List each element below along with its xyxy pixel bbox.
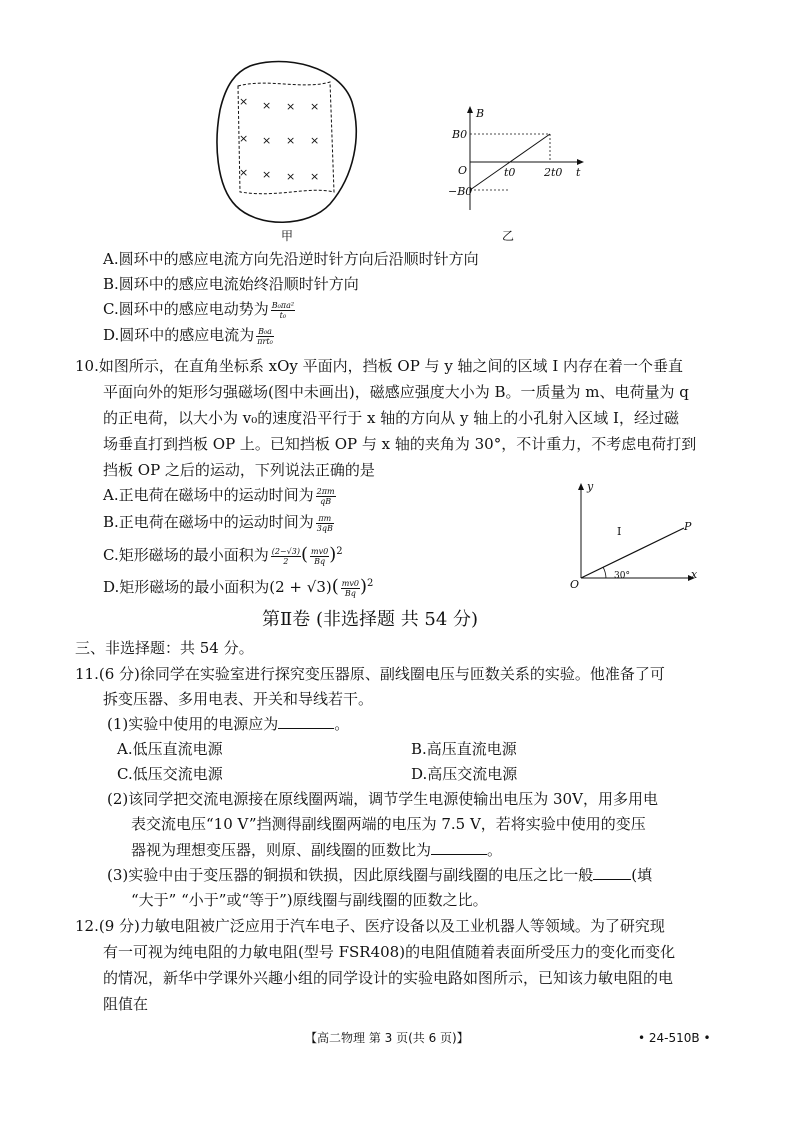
q12-line-3: 的情况，新华中学课外兴趣小组的同学设计的实验电路如图所示，已知该力敏电阻的电 bbox=[103, 969, 674, 987]
figure-yi bbox=[448, 104, 588, 216]
q11-line-1: 11.(6 分)徐同学在实验室进行探究变压器原、副线圈电压与匝数关系的实验。他准备了可 bbox=[75, 665, 665, 683]
two-t0-label: 2t0 bbox=[544, 166, 563, 179]
q11-option-a: A.低压直流电源 bbox=[117, 740, 223, 758]
q11-sub-2-line-3-text: 器视为理想变压器，则原、副线圈的匝数比为 bbox=[131, 841, 432, 859]
page-footer: 【高二物理 第 3 页(共 6 页)】 bbox=[305, 1031, 469, 1045]
field-mark: × bbox=[310, 170, 320, 183]
part-two-heading: 三、非选择题：共 54 分。 bbox=[75, 639, 254, 657]
field-mark: × bbox=[262, 168, 272, 181]
q10-angle-label: 30° bbox=[614, 571, 630, 581]
field-mark: × bbox=[239, 166, 249, 179]
q10-option-b-fraction: $\frac{\pi m}{3qB}$ bbox=[316, 513, 333, 533]
q10-line-1: 10.如图所示，在直角坐标系 xOy 平面内，挡板 OP 与 y 轴之间的区域 I 内存在着一个垂直 bbox=[75, 357, 684, 375]
figure-jia bbox=[212, 58, 362, 230]
t0-label: t0 bbox=[504, 166, 516, 179]
field-mark: × bbox=[262, 99, 272, 112]
paper-code: • 24-510B • bbox=[638, 1031, 711, 1045]
q9-option-b: B.圆环中的感应电流始终沿顺时针方向 bbox=[103, 275, 359, 293]
q11-sub-2-line-2: 表交流电压“10 V”挡测得副线圈两端的电压为 7.5 V，若将实验中使用的变压 bbox=[131, 815, 646, 833]
q11-sub-1-end: 。 bbox=[334, 715, 350, 733]
q9-option-c-fraction: $\frac{\text{B₀πa²}}{\text{t₀}}$ bbox=[271, 300, 295, 320]
field-mark: × bbox=[286, 170, 296, 183]
q12-line-4: 阻值在 bbox=[103, 995, 149, 1013]
field-mark: × bbox=[310, 134, 320, 147]
q11-sub-3-line-1-text: (3)实验中由于变压器的铜损和铁损，因此原线圈与副线圈的电压之比一般 bbox=[107, 866, 594, 884]
field-mark: × bbox=[286, 134, 296, 147]
q11-line-2: 拆变压器、多用电表、开关和导线若干。 bbox=[103, 690, 374, 708]
q11-sub-1 bbox=[107, 714, 349, 734]
q9-option-c bbox=[103, 299, 295, 320]
q11-sub-3-line-1 bbox=[107, 865, 652, 885]
q11-sub-2-line-1: (2)该同学把交流电源接在原线圈两端，调节学生电源使输出电压为 30V，用多用电 bbox=[107, 790, 658, 808]
q9-option-d bbox=[103, 325, 274, 346]
barrier-op bbox=[581, 528, 684, 578]
q11-sub-2-end: 。 bbox=[487, 841, 503, 859]
q11-sub-3-line-1-end: (填 bbox=[631, 866, 653, 884]
q10-line-2: 平面向外的矩形匀强磁场(图中未画出)，磁感应强度大小为 B。一质量为 m、电荷量为 q bbox=[103, 383, 689, 401]
q11-option-c: C.低压交流电源 bbox=[117, 765, 223, 783]
q10-line-5: 挡板 OP 之后的运动，下列说法正确的是 bbox=[103, 461, 375, 479]
q10-option-a-fraction: $\frac{2\pi m}{qB}$ bbox=[316, 486, 335, 506]
neg-b0-label: −B0 bbox=[448, 185, 473, 198]
q10-option-c: C.矩形磁场的最小面积为 $\frac{(2-√3)}{2}$ ( $\frac{mv0}{Bq}$ )$^2$ bbox=[103, 544, 343, 566]
q10-point-p: P bbox=[684, 520, 692, 533]
axis-t-label: t bbox=[576, 166, 581, 179]
figure-q10 bbox=[566, 480, 706, 592]
q11-option-d: D.高压交流电源 bbox=[411, 765, 518, 783]
q9-option-a: A.圆环中的感应电流方向先沿逆时针方向后沿顺时针方向 bbox=[103, 250, 479, 268]
q10-option-c-paren: $\frac{mv0}{Bq}$ bbox=[310, 546, 329, 566]
q10-option-c-text: C.矩形磁场的最小面积为 bbox=[103, 546, 269, 564]
q10-option-a bbox=[103, 485, 336, 506]
q10-option-d: D.矩形磁场的最小面积为(2 + √3)( $\frac{mv0}{Bq}$ )$^2$ bbox=[103, 576, 374, 598]
figure-yi-label: 乙 bbox=[502, 229, 515, 243]
q10-option-c-coef: $\frac{(2-√3)}{2}$ bbox=[271, 546, 300, 566]
answer-blank[interactable] bbox=[278, 714, 334, 729]
q10-option-d-paren: $\frac{mv0}{Bq}$ bbox=[341, 578, 359, 598]
q10-region-label: I bbox=[617, 525, 622, 538]
q11-sub-1-text: (1)实验中使用的电源应为 bbox=[107, 715, 279, 733]
figure-jia-label: 甲 bbox=[281, 229, 294, 243]
axis-b-label: B bbox=[476, 107, 485, 120]
q9-option-d-text: D.圆环中的感应电流为 bbox=[103, 326, 255, 344]
field-mark: × bbox=[239, 132, 249, 145]
field-mark: × bbox=[310, 100, 320, 113]
q10-axis-y: y bbox=[587, 480, 594, 493]
q10-option-d-text: D.矩形磁场的最小面积为 bbox=[103, 578, 270, 596]
q11-sub-3-line-2: “大于” “小于”或“等于”)原线圈与副线圈的匝数之比。 bbox=[131, 891, 488, 909]
q12-line-1: 12.(9 分)力敏电阻被广泛应用于汽车电子、医疗设备以及工业机器人等领域。为了研究现 bbox=[75, 917, 665, 935]
q10-option-b bbox=[103, 512, 334, 533]
q10-option-a-text: A.正电荷在磁场中的运动时间为 bbox=[103, 486, 314, 504]
q10-line-3: 的正电荷，以大小为 v₀的速度沿平行于 x 轴的方向从 y 轴上的小孔射入区域 I，经过磁 bbox=[103, 409, 679, 427]
origin-label: O bbox=[458, 164, 468, 177]
q11-sub-2-line-3 bbox=[131, 840, 502, 860]
q10-line-4: 场垂直打到挡板 OP 上。已知挡板 OP 与 x 轴的夹角为 30°，不计重力，不考虑电荷打到 bbox=[103, 435, 697, 453]
q10-option-b-text: B.正电荷在磁场中的运动时间为 bbox=[103, 513, 314, 531]
answer-blank[interactable] bbox=[431, 840, 487, 855]
q10-option-d-coef: (2 + √3) bbox=[269, 578, 332, 596]
q12-line-2: 有一可视为纯电阻的力敏电阻(型号 FSR408)的电阻值随着表面所受压力的变化而变化 bbox=[103, 943, 676, 961]
field-mark: × bbox=[239, 95, 249, 108]
field-mark: × bbox=[286, 100, 296, 113]
b0-label: B0 bbox=[452, 128, 468, 141]
q11-option-b: B.高压直流电源 bbox=[411, 740, 517, 758]
q9-option-d-fraction: $\frac{\text{B₀a}}{\text{πrt₀}}$ bbox=[257, 326, 273, 346]
q10-axis-x: x bbox=[691, 568, 698, 581]
q10-origin: O bbox=[570, 578, 580, 591]
field-mark: × bbox=[262, 134, 272, 147]
answer-blank[interactable] bbox=[593, 865, 631, 880]
part-two-title: 第Ⅱ卷 (非选择题 共 54 分) bbox=[262, 609, 479, 630]
q9-option-c-text: C.圆环中的感应电动势为 bbox=[103, 300, 269, 318]
